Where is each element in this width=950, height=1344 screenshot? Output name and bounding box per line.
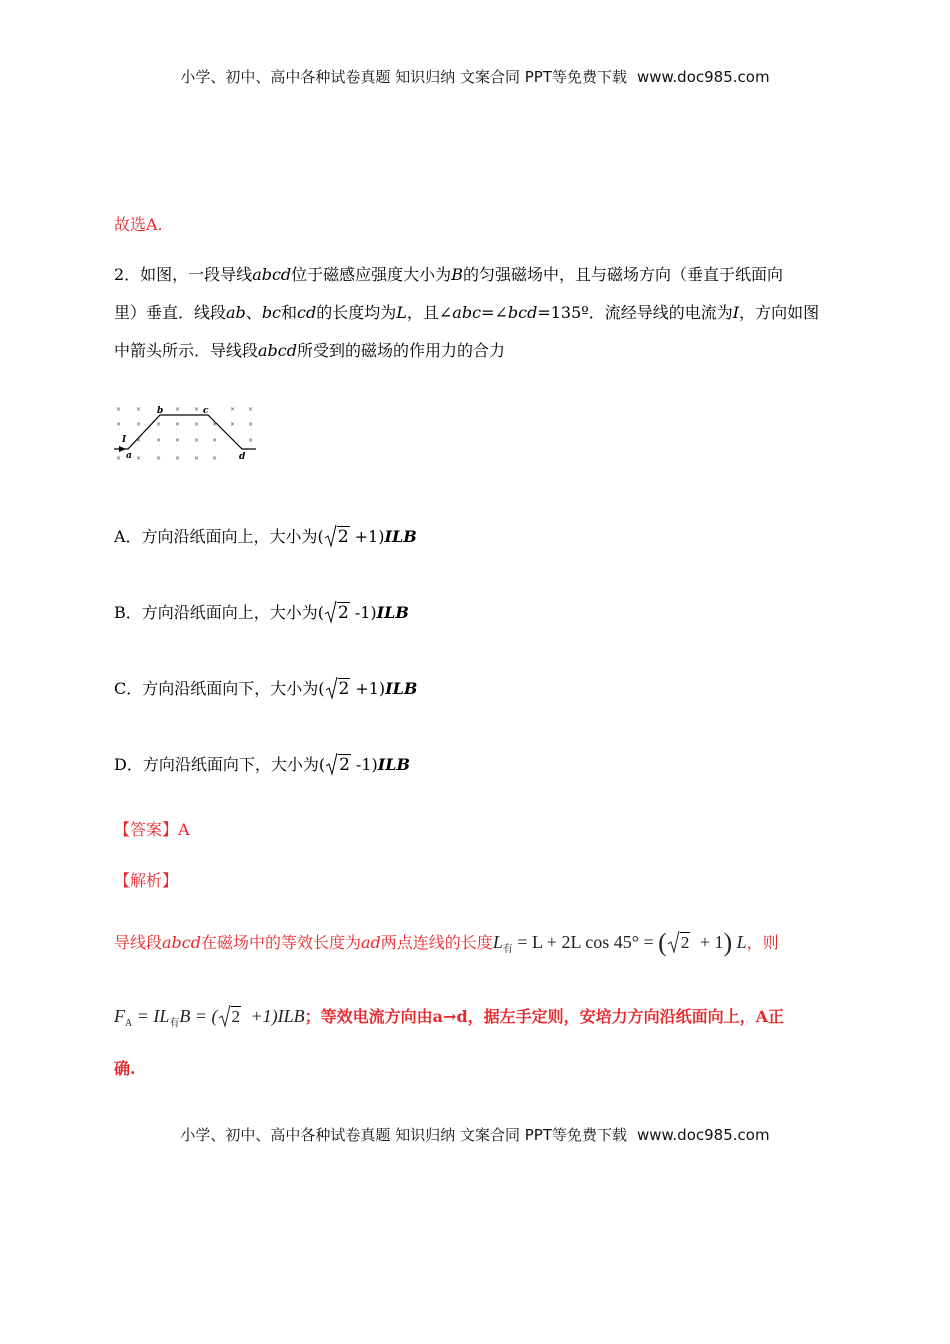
- sqrt-symbol: 2: [325, 754, 351, 775]
- svg-text:×: ×: [194, 406, 200, 413]
- svg-text:×: ×: [156, 455, 162, 462]
- analysis-line-1: 导线段abcd在磁场中的等效长度为ad两点连线的长度$L_有 = L + 2L$ cos 45° = ( 2 + 1) L，则: [114, 928, 779, 957]
- svg-text:×: ×: [156, 421, 162, 428]
- svg-text:×: ×: [194, 421, 200, 428]
- svg-text:×: ×: [116, 455, 122, 462]
- question-line-1: 2．如图，一段导线abcd位于磁感应强度大小为B的匀强磁场中，且与磁场方向（垂直于纸面向: [114, 265, 783, 284]
- svg-text:×: ×: [194, 437, 200, 444]
- field-cross-marks: [116, 406, 253, 462]
- svg-text:×: ×: [230, 406, 236, 413]
- equation-ampere-force: $F_A = IL_有B$ = ( 2 +1)ILB: [114, 1006, 305, 1029]
- svg-text:×: ×: [136, 406, 142, 413]
- sqrt-symbol: 2: [218, 1006, 242, 1027]
- sqrt-symbol: 2: [667, 932, 691, 953]
- page-header: [0, 66, 950, 87]
- svg-text:×: ×: [116, 406, 122, 413]
- analysis-line-2: $F_A = IL_有B$ = ( 2 +1)ILB；等效电流方向由a→d，据左手定则，安培力方向沿纸面向上，A正: [114, 1006, 785, 1029]
- svg-text:×: ×: [156, 437, 162, 444]
- svg-text:×: ×: [116, 421, 122, 428]
- label-I: I: [122, 435, 127, 445]
- option-d[interactable]: D．方向沿纸面向下，大小为( 2 -1)ILB: [114, 755, 410, 775]
- svg-text:×: ×: [212, 455, 218, 462]
- svg-text:×: ×: [175, 421, 181, 428]
- sqrt-symbol: 2: [324, 526, 350, 547]
- svg-text:×: ×: [175, 455, 181, 462]
- sqrt-symbol: 2: [324, 602, 350, 623]
- question-line-3: 中箭头所示．导线段abcd所受到的磁场的作用力的合力: [114, 341, 506, 360]
- svg-text:×: ×: [212, 421, 218, 428]
- footer-site[interactable]: www.doc985.com: [636, 1126, 770, 1144]
- svg-text:×: ×: [212, 437, 218, 444]
- label-a: a: [126, 451, 132, 461]
- analysis-label: 【解析】: [114, 871, 179, 890]
- analysis-line-3: 确.: [114, 1059, 136, 1078]
- page-footer: [0, 1124, 950, 1145]
- current-arrow-icon: [119, 446, 126, 452]
- sqrt-symbol: 2: [325, 678, 351, 699]
- answer-line: 【答案】A: [114, 820, 190, 839]
- svg-text:×: ×: [136, 421, 142, 428]
- svg-text:×: ×: [136, 455, 142, 462]
- label-d: d: [239, 452, 246, 462]
- equation-effective-length: $L_有 = L + 2L$ cos 45° = ( 2 + 1) L: [492, 928, 747, 957]
- option-c[interactable]: C．方向沿纸面向下，大小为( 2 +1)ILB: [114, 679, 418, 699]
- header-text: 小学、初中、高中各种试卷真题 知识归纳 文案合同 PPT等免费下载: [180, 68, 627, 86]
- footer-text: 小学、初中、高中各种试卷真题 知识归纳 文案合同 PPT等免费下载: [180, 1126, 627, 1144]
- question-line-2: 里）垂直．线段ab、bc和cd的长度均为L，且∠abc=∠bcd=135º．流经导线的电流为I，方向如图: [114, 303, 820, 322]
- magnetic-field-figure: [112, 402, 262, 464]
- label-c: c: [203, 406, 209, 416]
- svg-text:×: ×: [248, 437, 254, 444]
- label-b: b: [157, 406, 164, 416]
- svg-text:×: ×: [136, 437, 142, 444]
- svg-text:×: ×: [175, 406, 181, 413]
- header-site[interactable]: www.doc985.com: [636, 68, 770, 86]
- svg-text:×: ×: [230, 421, 236, 428]
- option-a[interactable]: A．方向沿纸面向上，大小为( 2 +1)ILB: [114, 527, 417, 547]
- svg-text:×: ×: [248, 421, 254, 428]
- svg-text:×: ×: [194, 455, 200, 462]
- previous-answer: 故选A.: [114, 215, 163, 234]
- option-b[interactable]: B．方向沿纸面向上，大小为( 2 -1)ILB: [114, 603, 409, 623]
- svg-text:×: ×: [248, 406, 254, 413]
- svg-text:×: ×: [175, 437, 181, 444]
